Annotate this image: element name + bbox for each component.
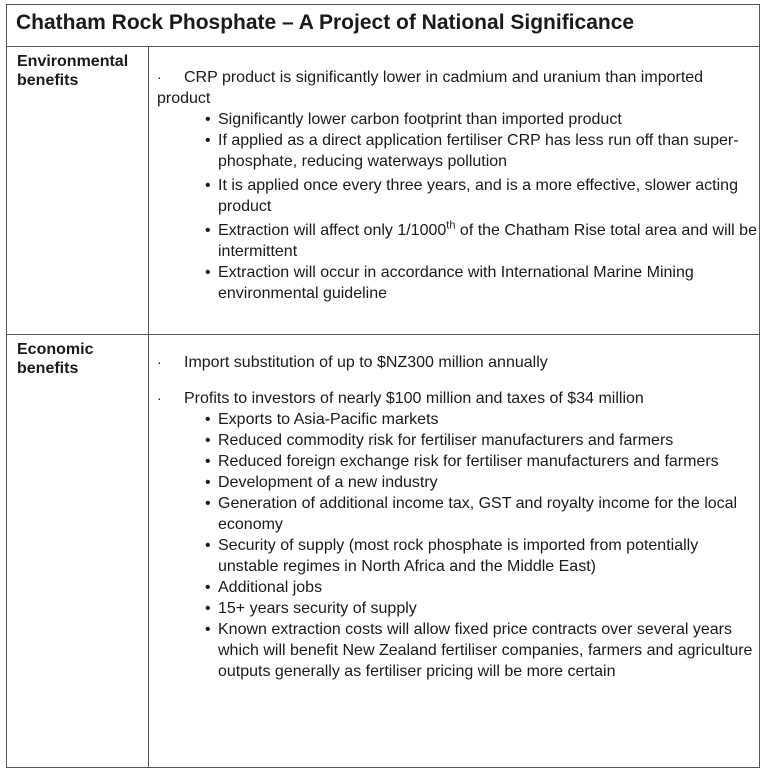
- table-row-environmental: [7, 47, 759, 335]
- row-content-environmental: [149, 47, 759, 334]
- bullet-marker: •: [205, 111, 211, 128]
- table-title: Chatham Rock Phosphate – A Project of National Significance: [7, 5, 759, 47]
- lead-item: [149, 67, 759, 109]
- bullet-marker: •: [205, 411, 211, 428]
- list-item: • Extraction will affect only 1/1000th of the Chatham Rise total area and will be intermittent: [205, 219, 757, 260]
- table-row-economic: [7, 335, 759, 767]
- list-item: • Exports to Asia-Pacific markets: [205, 411, 439, 428]
- bullet-marker: •: [205, 222, 211, 239]
- benefits-table: [6, 4, 760, 768]
- row-content-economic: [149, 335, 759, 767]
- bullet-marker: •: [205, 537, 211, 554]
- list-item: • It is applied once every three years, and is a more effective, slower acting product: [205, 177, 738, 215]
- list-item: • Reduced commodity risk for fertiliser manufacturers and farmers: [205, 432, 674, 449]
- list-item: • 15+ years security of supply: [205, 600, 417, 617]
- lead-text: Import substitution of up to $NZ300 million annually: [184, 354, 548, 371]
- bullet-list: [149, 409, 759, 682]
- row-label-line: Environmental: [17, 53, 129, 70]
- bullet-marker: •: [205, 474, 211, 491]
- bullet-list: [149, 109, 759, 304]
- bullet-marker: •: [205, 132, 211, 149]
- superscript: th: [446, 219, 456, 232]
- lead-text: Profits to investors of nearly $100 million and taxes of $34 million: [184, 390, 644, 407]
- list-item: • Additional jobs: [205, 579, 323, 596]
- list-item: • Generation of additional income tax, GST and royalty income for the local economy: [205, 495, 738, 533]
- bullet-marker: •: [205, 621, 211, 638]
- lead-item: [149, 388, 759, 409]
- bullet-marker: •: [205, 579, 211, 596]
- lead-item: [149, 352, 759, 373]
- lead-text: CRP product is significantly lower in cadmium and uranium than imported product: [157, 69, 704, 107]
- bullet-marker: •: [205, 264, 211, 281]
- list-item: • If applied as a direct application fertiliser CRP has less run off than super-phosphate, reducing waterways pollution: [205, 132, 739, 170]
- list-item: • Reduced foreign exchange risk for fertiliser manufacturers and farmers: [205, 453, 719, 470]
- bullet-marker: •: [205, 432, 211, 449]
- dot-marker: ·: [157, 390, 162, 406]
- bullet-marker: •: [205, 453, 211, 470]
- row-label-line: benefits: [17, 360, 79, 377]
- row-label-environmental: [7, 47, 149, 334]
- list-item: • Security of supply (most rock phosphate is imported from potentially unstable regimes in North Africa and the Middle East): [205, 537, 699, 575]
- dot-marker: ·: [157, 69, 162, 85]
- bullet-marker: •: [205, 177, 211, 194]
- list-item: • Known extraction costs will allow fixed price contracts over several years which will benefit New Zealand fertiliser companies, farmers and agriculture outputs generally as fertiliser pricing will be more certain: [205, 621, 753, 680]
- bullet-marker: •: [205, 600, 211, 617]
- list-item: • Significantly lower carbon footprint than imported product: [205, 111, 622, 128]
- bullet-marker: •: [205, 495, 211, 512]
- list-item: • Extraction will occur in accordance with International Marine Mining environmental guideline: [205, 264, 694, 302]
- row-label-economic: [7, 335, 149, 767]
- dot-marker: ·: [157, 354, 162, 370]
- list-item: • Development of a new industry: [205, 474, 438, 491]
- row-label-line: benefits: [17, 72, 79, 89]
- row-label-line: Economic: [17, 341, 94, 358]
